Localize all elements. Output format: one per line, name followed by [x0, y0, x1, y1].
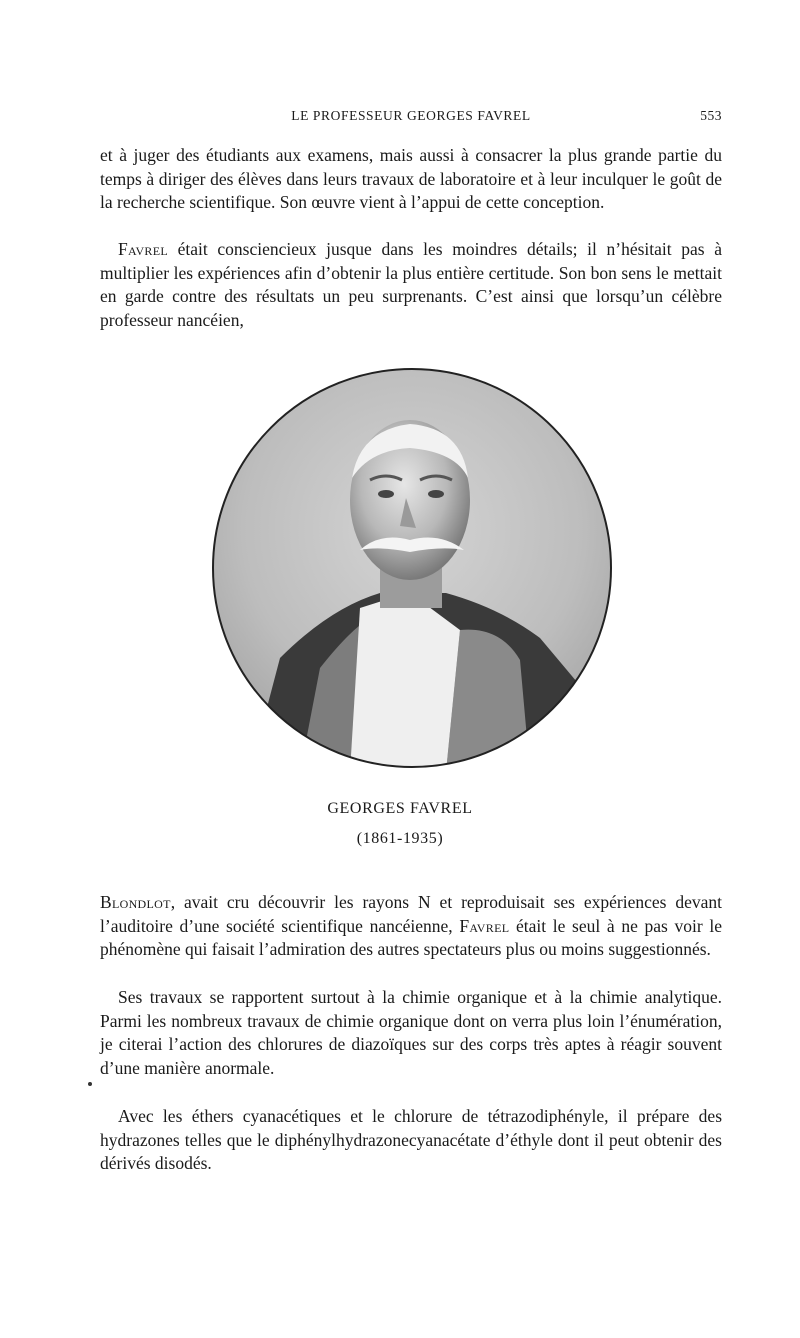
- paragraph-1: et à juger des étudiants aux examens, mais aussi à consacrer la plus grande partie du temps à diriger des élèves dans leurs travaux de laboratoire et à leur inculquer le goût de la recherche scientifique. Son œuvre vient à l’appui de cette conception.: [100, 145, 722, 213]
- portrait-caption-dates: (1861-1935): [356, 830, 444, 847]
- page-number: 553: [700, 108, 722, 123]
- person-name-blondlot: Blondlot: [100, 892, 171, 912]
- portrait-caption-name: GEORGES FAVREL: [327, 800, 473, 817]
- paragraph-2-text: était consciencieux jusque dans les moindres détails; il n’hésitait pas à multiplier les expériences afin d’obtenir la plus entière certitude. Son bon sens le mettait en garde contre des résultats un peu surprenants. C’est ainsi que lorsqu’un célèbre professeur nancéien,: [100, 239, 722, 330]
- paragraph-3-text-2: était le seul à ne pas voir le phénomène qui faisait l’admiration des autres spectateurs plus ou moins suggestionnés.: [100, 915, 722, 960]
- running-title: LE PROFESSEUR GEORGES FAVREL: [291, 108, 531, 123]
- paragraph-3: [100, 891, 722, 962]
- paragraph-3-text-1: , avait cru découvrir les rayons N et reproduisait ses expériences devant l’auditoire d’une société scientifique nancéienne,: [100, 892, 722, 936]
- paragraph-4: Ses travaux se rapportent surtout à la chimie organique et à la chimie analytique. Parmi les nombreux travaux de chimie organique dont on verra plus loin l’énumération, je citerai l’action des chlorures de diazoïques sur des corps très aptes à réagir souvent d’une manière anormale.: [100, 987, 722, 1078]
- shirt-collar: [350, 600, 460, 772]
- person-name-favrel: Favrel: [118, 239, 168, 259]
- person-name-favrel: Favrel: [459, 915, 510, 936]
- paragraph-2: [100, 238, 722, 332]
- ink-speck: [88, 1082, 92, 1086]
- portrait-photograph: [210, 368, 614, 772]
- running-head: [100, 108, 722, 128]
- paragraph-5: Avec les éthers cyanacétiques et le chlorure de tétrazodiphényle, il prépare des hydrazones telles que le diphénylhydrazonecyanacétate d’éthyle dont il peut obtenir des dérivés disodés.: [100, 1106, 722, 1174]
